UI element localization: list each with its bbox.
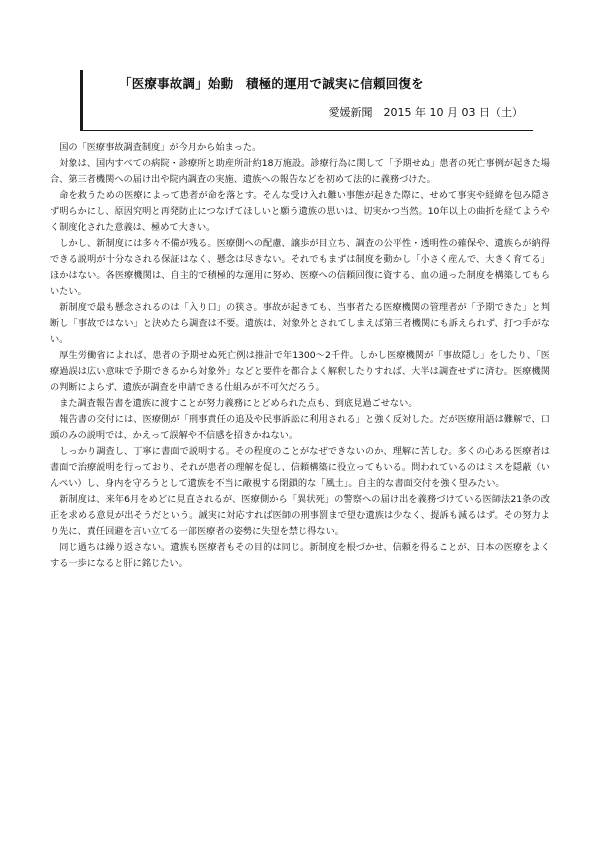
article-paragraph: 新制度は、来年6月をめどに見直されるが、医療側から「異状死」の警察への届け出を義務づけている医師法21条の改正を求める意見が出そうだという。誠実に対応すれば医師の刑事罰まで望む遺族は少なく、提訴も減るはず。その努力より先に、責任回避を言い立てる一部医療者の姿勢に失望を禁じ得ない。 <box>50 494 550 537</box>
article-title: 「医療事故調」始動 積極的運用で誠実に信頼回復を <box>119 76 424 91</box>
article-paragraph: また調査報告書を遺族に渡すことが努力義務にとどめられた点も、到底見過ごせない。 <box>59 398 418 409</box>
article-paragraph: しかし、新制度には多々不備が残る。医療側への配慮、譲歩が目立ち、調査の公平性・透明性の確保や、遺族らが納得できる説明が十分なされる保証はなく、懸念は尽きない。それでもまずは制度を動かし「小さく産んで、大きく育てる」ほかはない。各医療機関は、自主的で積極的な運用に努め、医療への信頼回復に資する、血の通った制度を構築してもらいたい。 <box>50 238 550 297</box>
article-paragraph: 国の「医療事故調査制度」が今月から始まった。 <box>59 142 262 153</box>
article-paragraph: 同じ過ちは繰り返さない。遺族も医療者もその目的は同じ。新制度を根づかせ、信頼を得ることが、日本の医療をよくする一歩になると肝に銘じたい。 <box>50 542 550 569</box>
article-paragraph: 命を救うための医療によって患者が命を落とす。そんな受け入れ難い事態が起きた際に、せめて事実や経緯を包み隠さず明らかにし、原因究明と再発防止につなげてほしいと願う遺族の思いは、切実かつ当然。10年以上の曲折を経てようやく制度化された意義は、極めて大きい。 <box>50 190 550 233</box>
article-body <box>50 140 550 572</box>
article-paragraph: 報告書の交付には、医療側が「刑事責任の追及や民事訴訟に利用される」と強く反対した。だが医療用語は難解で、口頭のみの説明では、かえって誤解や不信感を招きかねない。 <box>50 414 550 441</box>
article-paragraph: 厚生労働省によれば、患者の予期せぬ死亡例は推計で年1300～2千件。しかし医療機関が「事故隠し」をしたり、「医療過誤は広い意味で予期できるから対象外」などと要件を都合よく解釈したりすれば、大半は調査せずに済む。医療機関の判断によらず、遺族が調査を申請できる仕組みが不可欠だろう。 <box>50 350 550 393</box>
article-paragraph: 新制度で最も懸念されるのは「入り口」の狭さ。事故が起きても、当事者たる医療機関の管理者が「予期できた」と判断し「事故ではない」と決めたら調査は不要。遺族は、対象外とされてしまえば第三者機関にも訴えられず、打つ手がない。 <box>50 302 550 345</box>
article-paragraph: しっかり調査し、丁寧に書面で説明する。その程度のことがなぜできないのか、理解に苦しむ。多くの心ある医療者は書面で治療説明を行っており、それが患者の理解を促し、信頼構築に役立ってもいる。問われているのはミスを隠蔽（いんぺい）し、身内を守ろうとして遺族を不当に敵視する閉鎖的な「風土」。自主的な書面交付を強く望みたい。 <box>50 446 550 489</box>
article-header <box>80 70 533 131</box>
article-paragraph: 対象は、国内すべての病院・診療所と助産所計約18万施設。診療行為に関して「予期せぬ」患者の死亡事例が起きた場合、第三者機関への届け出や院内調査の実施、遺族への報告などを初めて法的に義務づけた。 <box>50 158 550 185</box>
article-source-date: 愛媛新聞 2015 年 10 月 03 日（土） <box>328 106 523 119</box>
